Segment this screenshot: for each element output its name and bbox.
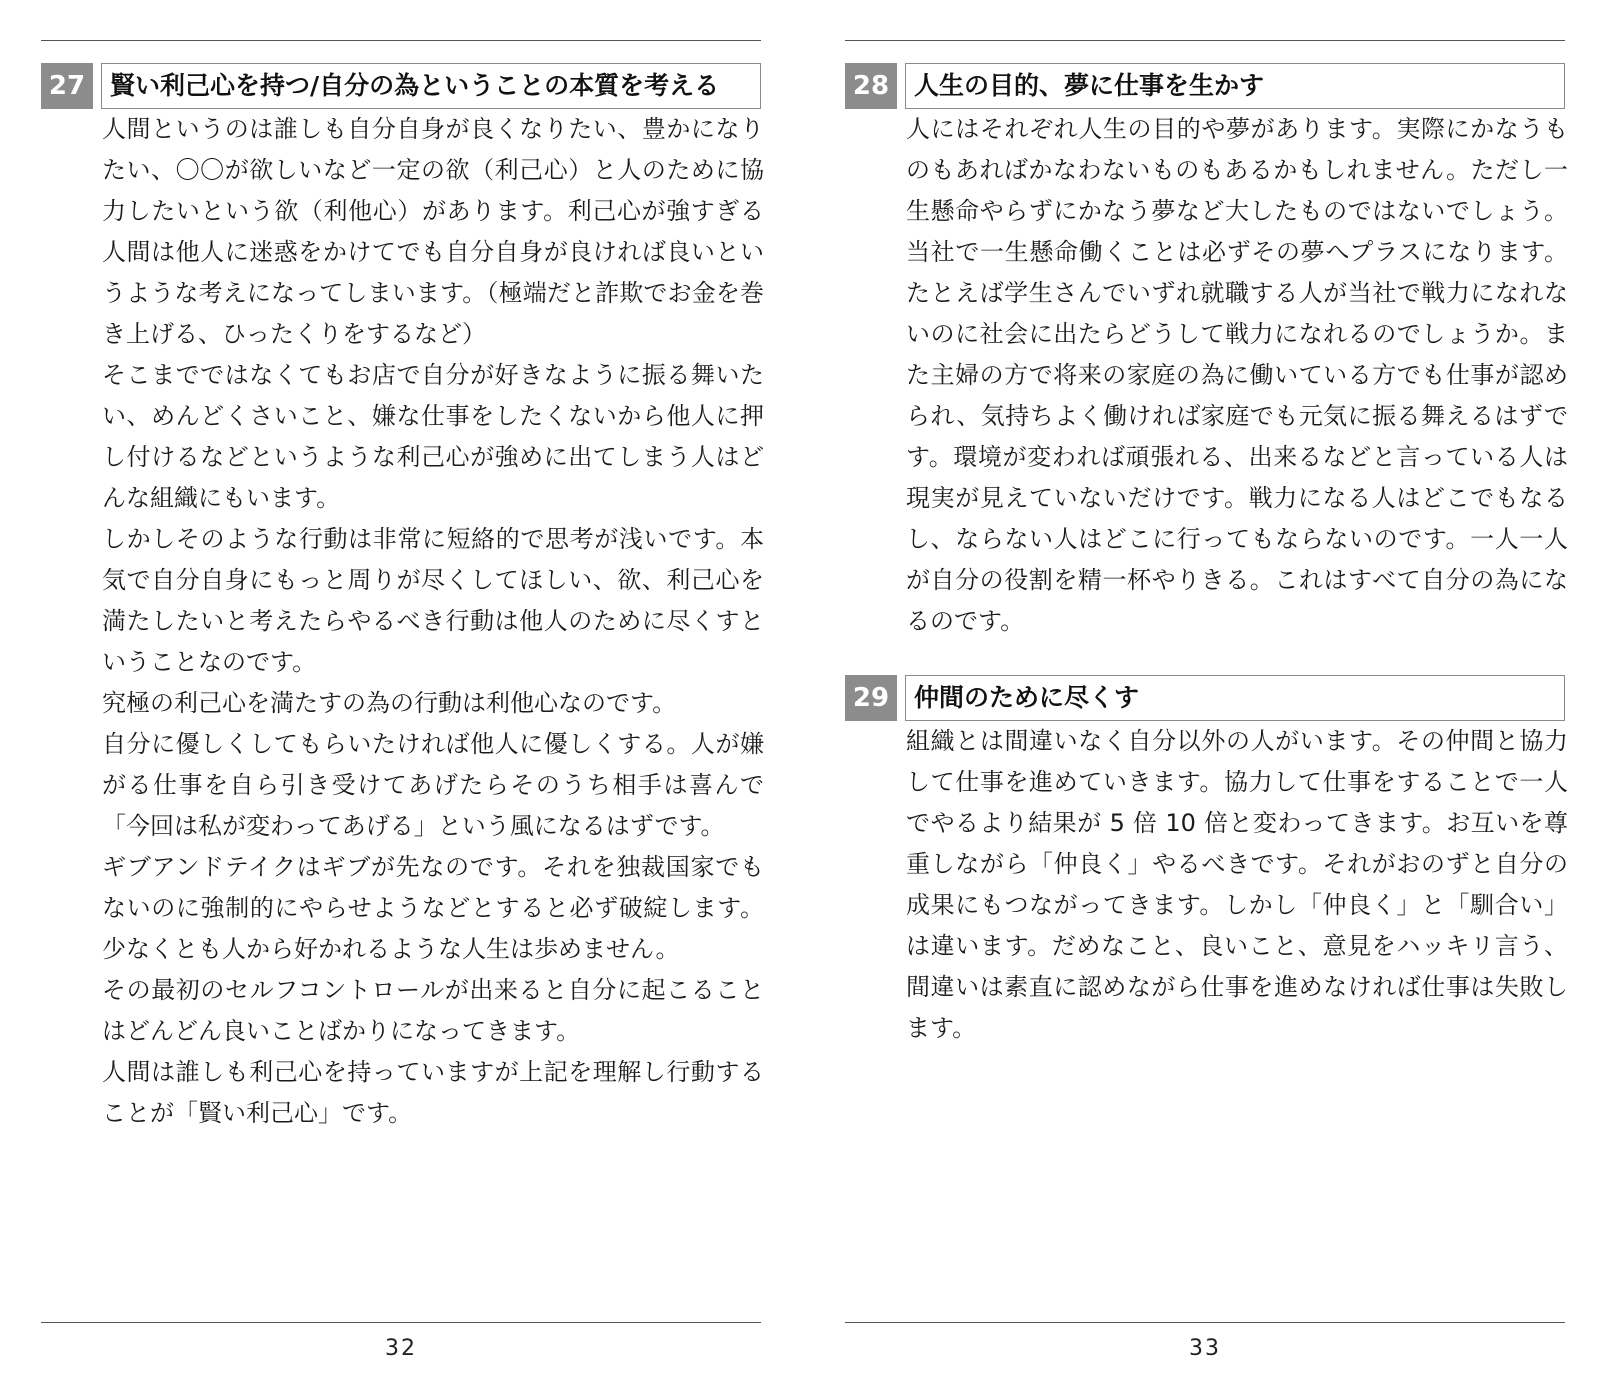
paragraph: ギブアンドテイクはギブが先なのです。それを独裁国家でもないのに強制的にやらせようなどとすると必ず破綻します。少なくとも人から好かれるような人生は歩めません。 bbox=[102, 853, 764, 963]
paragraph: 自分に優しくしてもらいたければ他人に優しくする。人が嫌がる仕事を自ら引き受けてあげたらそのうち相手は喜んで「今回は私が変わってあげる」という風になるはずです。 bbox=[102, 730, 764, 840]
section-number-badge: 27 bbox=[41, 63, 93, 109]
section-title: 人生の目的、夢に仕事を生かす bbox=[905, 63, 1565, 109]
section-title: 仲間のために尽くす bbox=[905, 675, 1565, 721]
paragraph: 人にはそれぞれ人生の目的や夢があります。実際にかなうものもあればかなわないものもあるかもしれません。ただし一生懸命やらずにかなう夢など大したものではないでしょう。当社で一生懸命働くことは必ずその夢へプラスになります。たとえば学生さんでいずれ就職する人が当社で戦力になれないのに社会に出たらどうして戦力になれるのでしょうか。また主婦の方で将来の家庭の為に働いている方でも仕事が認められ、気持ちよく働ければ家庭でも元気に振る舞えるはずです。環境が変われば頑張れる、出来るなどと言っている人は現実が見えていないだけです。戦力になる人はどこでもなるし、ならない人はどこに行ってもならないのです。一人一人が自分の役割を精一杯やりきる。これはすべて自分の為になるのです。 bbox=[906, 115, 1568, 635]
section-heading bbox=[845, 63, 1565, 109]
paragraph: 究極の利己心を満たすの為の行動は利他心なのです。 bbox=[102, 689, 677, 717]
right-page bbox=[845, 0, 1568, 1400]
bottom-rule bbox=[41, 1322, 761, 1323]
left-page bbox=[41, 0, 764, 1400]
section-title: 賢い利己心を持つ/自分の為ということの本質を考える bbox=[101, 63, 761, 109]
section-28 bbox=[845, 63, 1568, 642]
page-number: 33 bbox=[1189, 1336, 1221, 1361]
section-body bbox=[102, 109, 764, 1134]
section-body bbox=[906, 109, 1568, 642]
bottom-rule bbox=[845, 1322, 1565, 1323]
paragraph: そこまでではなくてもお店で自分が好きなように振る舞いたい、めんどくさいこと、嫌な仕事をしたくないから他人に押し付けるなどというような利己心が強めに出てしまう人はどんな組織にもいます。 bbox=[102, 361, 764, 512]
page-number: 32 bbox=[385, 1336, 417, 1361]
section-29 bbox=[845, 675, 1568, 1049]
section-heading bbox=[845, 675, 1565, 721]
section-number-badge: 28 bbox=[845, 63, 897, 109]
top-rule bbox=[845, 40, 1565, 41]
paragraph: 人間というのは誰しも自分自身が良くなりたい、豊かになりたい、〇〇が欲しいなど一定の欲（利己心）と人のために協力したいという欲（利他心）があります。利己心が強すぎる人間は他人に迷惑をかけてでも自分自身が良ければ良いというような考えになってしまいます。（極端だと詐欺でお金を巻き上げる、ひったくりをするなど） bbox=[102, 115, 764, 348]
section-body bbox=[906, 721, 1568, 1049]
top-rule bbox=[41, 40, 761, 41]
paragraph: 組織とは間違いなく自分以外の人がいます。その仲間と協力して仕事を進めていきます。協力して仕事をすることで一人でやるより結果が 5 倍 10 倍と変わってきます。お互いを尊重しながら「仲良く」やるべきです。それがおのずと自分の成果にもつながってきます。しかし「仲良く」と「馴合い」は違います。だめなこと、良いこと、意見をハッキリ言う、間違いは素直に認めながら仕事を進めなければ仕事は失敗します。 bbox=[906, 727, 1568, 1042]
paragraph: しかしそのような行動は非常に短絡的で思考が浅いです。本気で自分自身にもっと周りが尽くしてほしい、欲、利己心を満たしたいと考えたらやるべき行動は他人のために尽くすということなのです。 bbox=[102, 525, 764, 676]
section-heading bbox=[41, 63, 761, 109]
section-27 bbox=[41, 63, 764, 1134]
section-number-badge: 29 bbox=[845, 675, 897, 721]
paragraph: 人間は誰しも利己心を持っていますが上記を理解し行動することが「賢い利己心」です。 bbox=[102, 1058, 764, 1127]
paragraph: その最初のセルフコントロールが出来ると自分に起こることはどんどん良いことばかりになってきます。 bbox=[102, 976, 764, 1045]
